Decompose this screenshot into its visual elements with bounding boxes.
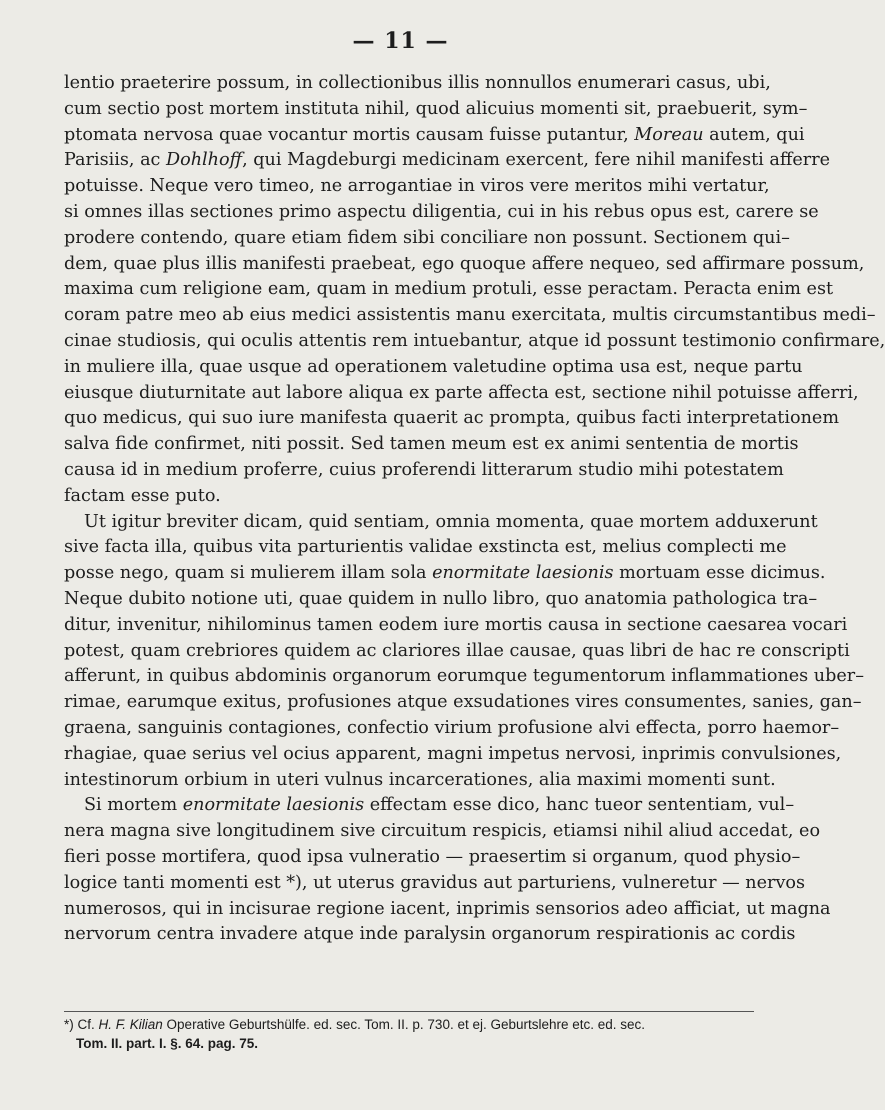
text-line: prodere contendo, quare etiam fidem sibi conciliare non possunt. Sectionem qui– bbox=[64, 227, 790, 248]
text-line: salva fide confirmet, niti possit. Sed tamen meum est ex animi sententia de mortis bbox=[64, 434, 799, 455]
text-line: potest, quam crebriores quidem ac clariores illae causae, quas libri de hac re conscripti bbox=[64, 640, 850, 661]
text-line: factam esse puto. bbox=[64, 485, 221, 506]
text-line: potuisse. Neque vero timeo, ne arrogantiae in viros vere meritos mihi vertatur, bbox=[64, 176, 770, 197]
text-line: graena, sanguinis contagiones, confectio virium profusione alvi effecta, porro haemor– bbox=[64, 717, 840, 738]
text-line: in muliere illa, quae usque ad operationem valetudine optima usa est, neque partu bbox=[64, 356, 803, 377]
text-line: intestinorum orbium in uteri vulnus incarcerationes, alia maximi momenti sunt. bbox=[64, 769, 776, 790]
text-line: quo medicus, qui suo iure manifesta quaerit ac prompta, quibus facti interpretationem bbox=[64, 408, 840, 429]
text-line: posse nego, quam si mulierem illam sola enormitate laesionis mortuam esse dicimus. bbox=[64, 563, 826, 584]
footnote-line: Tom. II. part. I. §. 64. pag. 75. bbox=[76, 1036, 259, 1051]
text-line: rhagiae, quae serius vel ocius apparent, magni impetus nervosi, inprimis convulsiones, bbox=[64, 743, 842, 764]
text-line: sive facta illa, quibus vita parturientis validae exstincta est, melius complecti me bbox=[64, 537, 787, 558]
text-line: fieri posse mortifera, quod ipsa vulneratio — praesertim si organum, quod physio– bbox=[64, 846, 801, 867]
text-line: Parisiis, ac Dohlhoff, qui Magdeburgi medicinam exercent, fere nihil manifesti afferre bbox=[64, 150, 831, 171]
text-line: numerosos, qui in incisurae regione iacent, inprimis sensorios adeo afficiat, ut magna bbox=[64, 898, 831, 919]
text-line: eiusque diuturnitate aut labore aliqua ex parte affecta est, sectione nihil potuisse afferri, bbox=[64, 382, 859, 403]
text-line: si omnes illas sectiones primo aspectu diligentia, cui in his rebus opus est, carere se bbox=[64, 201, 819, 222]
text-line: causa id in medium proferre, cuius proferendi litterarum studio mihi potestatem bbox=[64, 459, 784, 480]
footnote-rule bbox=[64, 1011, 754, 1012]
text-line: coram patre meo ab eius medici assistentis manu exercitata, multis circumstantibus medi– bbox=[64, 305, 876, 326]
text-line: dem, quae plus illis manifesti praebeat, ego quoque affere nequeo, sed affirmare possum, bbox=[64, 253, 865, 274]
body-text bbox=[64, 71, 885, 948]
text-line: maxima cum religione eam, quam in medium protuli, esse peractam. Peracta enim est bbox=[64, 279, 834, 300]
footnote-line: *) Cf. H. F. Kilian Operative Geburtshülfe. ed. sec. Tom. II. p. 730. et ej. Geburtslehre etc. ed. sec. bbox=[64, 1017, 646, 1032]
text-line: ditur, invenitur, nihilominus tamen eodem iure mortis causa in sectione caesarea vocari bbox=[64, 614, 848, 635]
text-line: cinae studiosis, qui oculis attentis rem intuebantur, atque id possunt testimonio confirmare, bbox=[64, 330, 885, 351]
text-line: Ut igitur breviter dicam, quid sentiam, omnia momenta, quae mortem adduxerunt bbox=[84, 511, 818, 532]
text-line: lentio praeterire possum, in collectionibus illis nonnullos enumerari casus, ubi, bbox=[64, 73, 771, 93]
text-line: Si mortem enormitate laesionis effectam esse dico, hanc tueor sententiam, vul– bbox=[84, 795, 795, 816]
footnote bbox=[64, 1015, 754, 1053]
text-line: Neque dubito notione uti, quae quidem in nullo libro, quo anatomia pathologica tra– bbox=[64, 588, 818, 609]
text-line: rimae, earumque exitus, profusiones atque exsudationes vires consumentes, sanies, gan– bbox=[64, 692, 862, 713]
text-line: logice tanti momenti est *), ut uterus gravidus aut parturiens, vulneretur — nervos bbox=[64, 872, 806, 893]
text-line: ptomata nervosa quae vocantur mortis causam fuisse putantur, Moreau autem, qui bbox=[64, 124, 805, 145]
page-number: — 11 — bbox=[352, 28, 449, 54]
text-line: nera magna sive longitudinem sive circuitum respicis, etiamsi nihil aliud accedat, eo bbox=[64, 821, 821, 842]
text-line: afferunt, in quibus abdominis organorum eorumque tegumentorum inflammationes uber– bbox=[64, 666, 865, 687]
text-line: nervorum centra invadere atque inde paralysin organorum respirationis ac cordis bbox=[64, 924, 796, 945]
text-line: cum sectio post mortem instituta nihil, quod alicuius momenti sit, praebuerit, sym– bbox=[64, 98, 808, 119]
